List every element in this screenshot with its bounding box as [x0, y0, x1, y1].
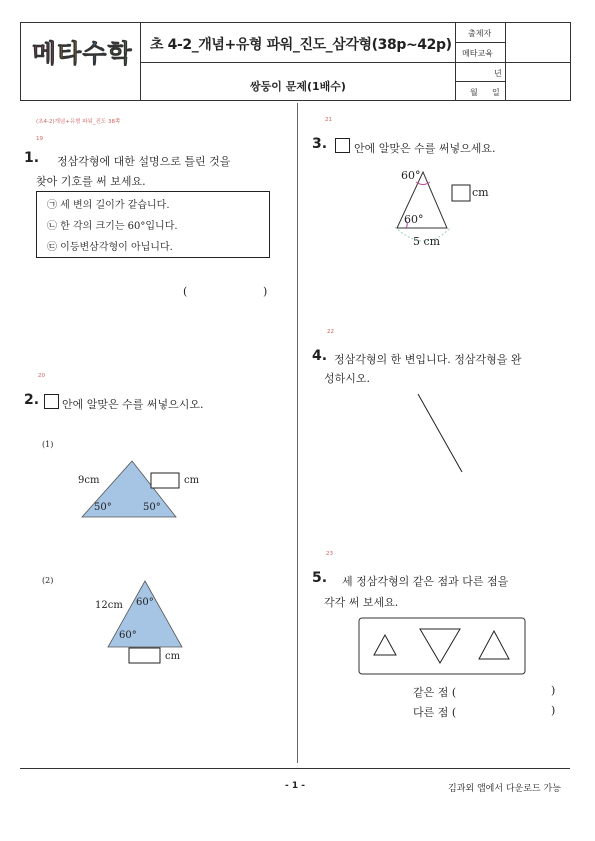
q5-text-line2: 각각 써 보세요.: [324, 596, 399, 609]
worksheet-title: 초 4-2_개념+유형 파워_진도_삼각형(38p~42p): [150, 37, 452, 53]
q2-part2-angle-left: 60°: [119, 630, 137, 641]
q1-text-line2: 찾아 기호를 써 보세요.: [36, 175, 146, 188]
q3-angle-top: 60°: [401, 169, 421, 182]
q1-answer-close: ): [263, 285, 268, 298]
q3-base: 5 cm: [413, 235, 441, 248]
q5-code: 23: [326, 551, 333, 557]
q1-answer-open: (: [183, 285, 188, 298]
q2-part1-angle-left: 50°: [94, 502, 112, 513]
page-number: - 1 -: [285, 781, 305, 791]
q2-part1-unit: cm: [184, 475, 200, 486]
q2-part1-label: (1): [42, 440, 54, 449]
q5-triangles-box: [358, 617, 528, 677]
day-label: 일: [492, 88, 500, 97]
q2-triangle-2: [100, 575, 200, 670]
download-note: 김과외 앱에서 다운로드 가능: [448, 784, 561, 794]
q2-number: 2.: [24, 392, 40, 408]
q5-diff-close: ): [551, 704, 556, 717]
q2-part2-side: 12cm: [95, 600, 123, 611]
source-note: (초4-2)개념+유형 파워_진도 38쪽: [36, 119, 121, 125]
month-label: 월: [470, 88, 478, 97]
q1-text-line1: 정삼각형에 대한 설명으로 틀린 것을: [57, 155, 231, 168]
q5-number: 5.: [312, 570, 328, 586]
q5-same-label: 같은 점 (: [413, 686, 457, 699]
column-divider: [297, 103, 298, 763]
q2-triangle-1: [70, 455, 210, 525]
worksheet-subtitle: 쌍둥이 문제(1배수): [250, 80, 346, 93]
author-value: 메타교육: [462, 49, 493, 58]
q4-text-line1: 정삼각형의 한 변입니다. 정삼각형을 완: [334, 353, 522, 366]
q2-blank-icon: [44, 394, 59, 409]
q1-choice-2: ㉡ 한 각의 크기는 60°입니다.: [47, 221, 178, 232]
q2-part2-angle-top: 60°: [136, 597, 154, 608]
q2-part2-unit: cm: [165, 651, 181, 662]
author-label: 출제자: [468, 29, 492, 38]
q2-part1-side: 9cm: [78, 475, 100, 486]
q4-number: 4.: [312, 348, 328, 364]
q1-number: 1.: [24, 150, 40, 166]
q2-part2-label: (2): [42, 576, 54, 585]
q2-part1-angle-right: 50°: [143, 502, 161, 513]
q2-code: 20: [38, 373, 45, 379]
q5-same-close: ): [551, 684, 556, 697]
q1-choice-1: ㉠ 세 변의 길이가 같습니다.: [47, 200, 170, 211]
q3-blank-icon: [335, 138, 350, 153]
q3-text: 안에 알맞은 수를 써넣으세요.: [354, 142, 496, 155]
q3-code: 21: [325, 117, 332, 123]
q4-side-line: [410, 390, 470, 480]
q1-choice-3: ㉢ 이등변삼각형이 아닙니다.: [47, 242, 173, 253]
q1-code: 19: [36, 136, 43, 142]
logo: 메타수학: [32, 39, 133, 68]
q4-text-line2: 성하시오.: [324, 372, 371, 385]
q4-code: 22: [327, 329, 334, 335]
q3-number: 3.: [312, 136, 328, 152]
q2-text: 안에 알맞은 수를 써넣으시오.: [62, 398, 204, 411]
q5-diff-label: 다른 점 (: [413, 706, 457, 719]
q5-text-line1: 세 정삼각형의 같은 점과 다른 점을: [342, 575, 509, 588]
q3-unit: cm: [472, 186, 489, 199]
q3-angle-bottom: 60°: [404, 213, 424, 226]
year-label: 년: [494, 69, 502, 78]
footer-rule: [20, 768, 570, 769]
